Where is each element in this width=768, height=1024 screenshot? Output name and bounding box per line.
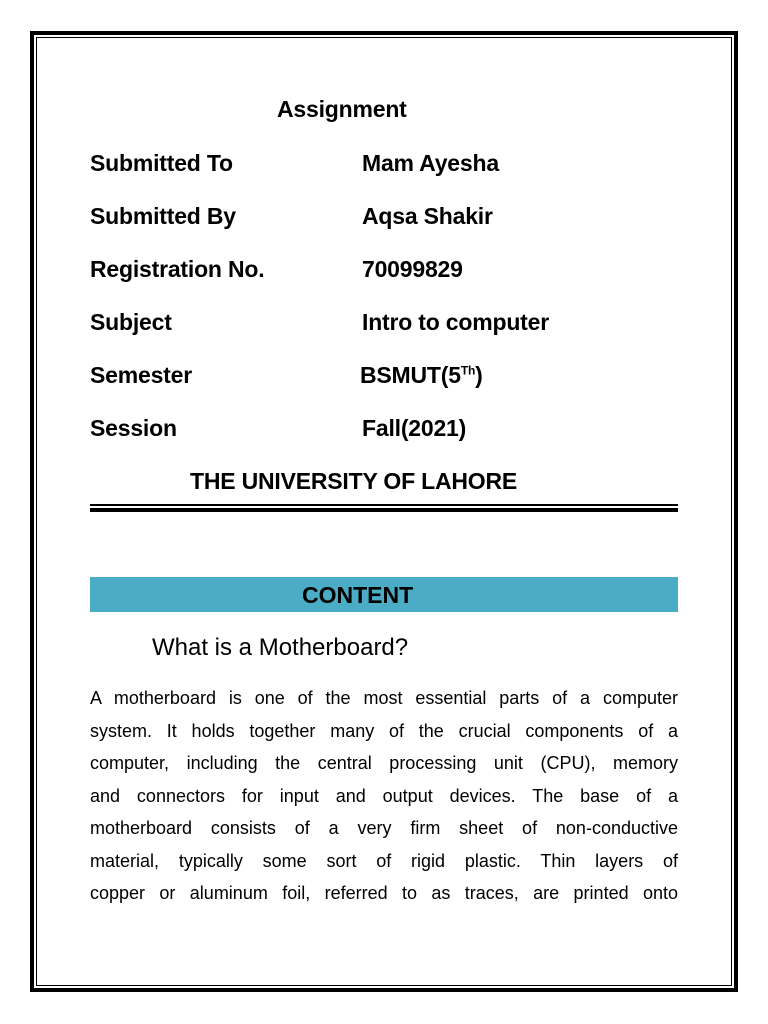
semester-sup: Th: [460, 363, 476, 378]
body-line: computer, including the central processing unit (CPU), memory: [90, 753, 678, 773]
registration-value: 70099829: [362, 256, 463, 282]
body-line: motherboard consists of a very firm sheet of non-conductive: [90, 818, 678, 838]
body-paragraph: [90, 682, 678, 910]
section-heading: What is a Motherboard?: [152, 634, 409, 661]
submitted-by-value: Aqsa Shakir: [362, 203, 493, 229]
body-line: material, typically some sort of rigid plastic. Thin layers of: [90, 850, 678, 871]
submitted-by-label: Submitted By: [90, 203, 236, 229]
submitted-to-value: Mam Ayesha: [362, 150, 499, 176]
semester-label: Semester: [90, 362, 192, 388]
body-line: and connectors for input and output devices. The base of a: [90, 785, 678, 806]
divider-thin: [90, 504, 678, 506]
semester-suffix: ): [475, 362, 483, 388]
document-title: Assignment: [277, 96, 407, 122]
subject-label: Subject: [90, 309, 172, 335]
university-name: THE UNIVERSITY OF LAHORE: [190, 468, 518, 494]
registration-label: Registration No.: [90, 256, 265, 282]
session-value: Fall(2021): [362, 415, 467, 441]
content-banner: [90, 577, 678, 612]
body-line: A motherboard is one of the most essential parts of a computer: [90, 688, 678, 708]
body-line: copper or aluminum foil, referred to as traces, are printed onto: [90, 883, 678, 903]
semester-value: [360, 362, 483, 389]
semester-text: BSMUT(5: [360, 362, 461, 388]
content-banner-label: CONTENT: [302, 582, 414, 608]
submitted-to-label: Submitted To: [90, 150, 233, 176]
subject-value: Intro to computer: [362, 309, 549, 335]
body-line: system. It holds together many of the crucial components of a: [90, 720, 678, 741]
session-label: Session: [90, 415, 177, 441]
divider-thick: [90, 508, 678, 512]
